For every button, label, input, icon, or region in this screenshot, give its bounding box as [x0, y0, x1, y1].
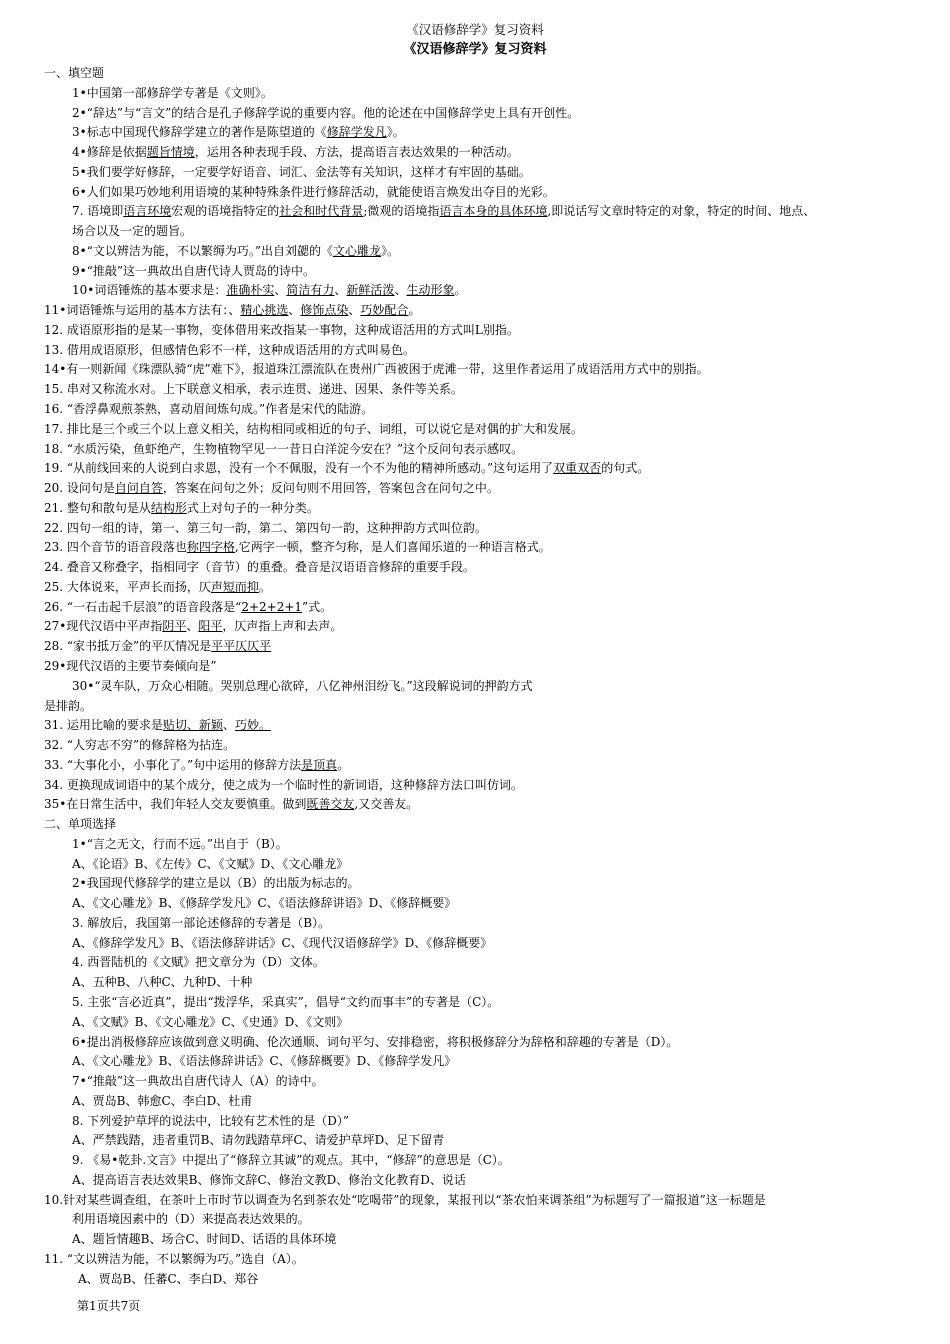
- fill-blank-line: [44, 499, 924, 519]
- header-title: 《汉语修辞学》复习资料: [406, 22, 544, 37]
- line-text: 35•在日常生活中，我们年轻人交友要慎重。做到: [44, 797, 307, 812]
- line-text: 33. “大事化小，小事化了。”句中运用的修辞方法: [44, 757, 302, 772]
- underlined-answer: 精心挑选: [240, 303, 289, 318]
- fill-blank-line: [44, 558, 924, 578]
- fill-blank-line: [44, 202, 924, 222]
- line-text: 的句式。: [601, 461, 650, 476]
- fill-blank-line: [44, 637, 924, 657]
- line-text: A、《修辞学发凡》B、《语法修辞讲话》C、《现代汉语修辞学》D、《修辞概要》: [72, 935, 493, 950]
- underlined-answer: 阳平: [198, 619, 223, 634]
- underlined-answer: 修饰点染: [300, 303, 349, 318]
- fill-blank-line: [44, 380, 924, 400]
- line-text: 1•中国第一部修辞学专著是《文则》。: [72, 85, 273, 100]
- fill-blank-line: [44, 301, 924, 321]
- underlined-answer: 是顶真: [301, 757, 338, 772]
- line-text: 。: [408, 303, 421, 318]
- line-text: 17. 排比是三个或三个以上意义相关，结构相同或相近的句子、词组，可以说它是对偶的扩大和发展。: [44, 421, 583, 436]
- line-text: 、: [288, 303, 301, 318]
- line-text: 5•我们要学好修辞，一定要学好语音、词汇、金法等有关知识，这样才有牢固的基础。: [72, 164, 531, 179]
- fill-blank-line: [44, 104, 924, 124]
- line-text: 13. 借用成语原形，但感情色彩不一样，这种成语活用的方式叫易色。: [44, 342, 415, 357]
- fill-blank-line: [44, 84, 924, 104]
- fill-blank-line: [44, 716, 924, 736]
- single-choice-line: [44, 1013, 924, 1033]
- single-choice-line: [44, 934, 924, 954]
- underlined-answer: 双重双否: [553, 461, 602, 476]
- line-text: 宏观的语境指特定的: [171, 204, 280, 219]
- single-choice-line: [44, 1230, 924, 1250]
- single-choice-line: [44, 973, 924, 993]
- single-choice-section: [44, 835, 924, 1290]
- line-text: A、贾岛B、韩愈C、李白D、杜甫: [72, 1093, 253, 1108]
- fill-blank-line: [44, 578, 924, 598]
- line-text: 、: [348, 303, 361, 318]
- line-text: 6•人们如果巧妙地利用语境的某种特殊条件进行修辞活动，就能使语言焕发出夺目的光彩。: [72, 184, 555, 199]
- line-text: 10•词语锤炼的基本要求是：: [72, 283, 227, 298]
- line-text: ”式。: [302, 599, 333, 614]
- line-text: 利用语境因素中的（D）来提高表达效果的。: [72, 1212, 310, 1227]
- line-text: 24. 叠音又称叠字，指相同字（音节）的重叠。叠音是汉语语音修辞的重要手段。: [44, 560, 475, 575]
- single-choice-line: [44, 1131, 924, 1151]
- single-choice-line: [44, 874, 924, 894]
- line-text: 29•现代汉语的主要节奏倾向是”: [44, 658, 217, 673]
- fill-blank-line: [44, 321, 924, 341]
- line-text: 2•我国现代修辞学的建立是以（B）的出版为标志的。: [72, 876, 360, 891]
- fill-blank-line: [44, 756, 924, 776]
- line-text: 23. 四个音节的语音段落也: [44, 540, 187, 555]
- underlined-answer: 修辞学发凡: [326, 125, 387, 140]
- document-body: [44, 64, 924, 1289]
- line-text: 。: [454, 283, 467, 298]
- line-text: 10.针对某些调查组，在茶叶上市时节以调查为名到茶农处“吃喝带”的现象，某报刊以“茶农怕来调茶组”为标题写了一篇报道”这一标题是: [44, 1192, 766, 1207]
- line-text: 7. 语境即: [72, 204, 124, 219]
- single-choice-line: [44, 1033, 924, 1053]
- line-text: 、: [274, 283, 287, 298]
- fill-blank-line: [44, 459, 924, 479]
- fill-blank-line: [44, 183, 924, 203]
- single-choice-line: [44, 1210, 924, 1230]
- line-text: 26. “一石击起千层浪”的语音段落是“: [44, 599, 242, 614]
- line-text: A、《文赋》B、《文心雕龙》C、《史通》D、《文则》: [72, 1014, 349, 1029]
- fill-blank-line: [44, 123, 924, 143]
- line-text: A、贾岛B、任蕃C、李白D、郑谷: [78, 1271, 259, 1286]
- fill-blank-line: [44, 440, 924, 460]
- single-choice-line: [44, 914, 924, 934]
- underlined-answer: 巧妙。: [234, 718, 271, 733]
- fill-blank-line: [44, 479, 924, 499]
- single-choice-line: [44, 835, 924, 855]
- underlined-answer: 巧妙配合: [360, 303, 409, 318]
- line-text: 9. 《易•乾卦.文言》中提出了“修辞立其诚”的观点。其中，“修辞”的意思是（C）。: [72, 1153, 510, 1168]
- line-text: 7•“推敲”这一典故出自唐代诗人（A）的诗中。: [72, 1074, 324, 1089]
- document-title: 《汉语修辞学》复习资料: [403, 42, 547, 57]
- underlined-answer: 文心雕龙: [332, 243, 381, 258]
- line-text: 8•“文以辨洁为能，不以繁缛为巧。”出自刘勰的《: [72, 243, 333, 258]
- underlined-answer: 既善交友: [306, 797, 355, 812]
- underlined-answer: 2+2+2+1: [241, 599, 303, 614]
- line-text: A、《文心雕龙》B、《语法修辞讲话》C、《修辞概要》D、《修辞学发凡》: [72, 1054, 457, 1069]
- fill-blank-line: [44, 222, 924, 242]
- single-choice-line: [44, 1151, 924, 1171]
- fill-blank-line: [44, 420, 924, 440]
- underlined-answer: 阴平: [162, 619, 187, 634]
- fill-blank-line: [44, 400, 924, 420]
- line-text: 6•提出消极修辞应该做到意义明确、伦次通顺、词句平匀、安排稳密，将积极修辞分为辞格和辞趣的专著是（D）。: [72, 1034, 679, 1049]
- line-text: 28. “家书抵万金”的平仄情况是: [44, 639, 212, 654]
- underlined-answer: 自问自答: [114, 481, 163, 496]
- fill-blank-line: [44, 617, 924, 637]
- line-text: 34. 更换现成词语中的某个成分，使之成为一个临时性的新词语，这种修辞方法口叫仿词。: [44, 777, 523, 792]
- fill-blank-line: [44, 242, 924, 262]
- line-text: ，仄声指上声和去声。: [222, 619, 343, 634]
- line-text: 》。: [381, 243, 400, 258]
- fill-blank-line: [44, 736, 924, 756]
- underlined-answer: 简洁有力: [286, 283, 335, 298]
- underlined-answer: 语言环境: [123, 204, 172, 219]
- underlined-answer: 声短而抑: [210, 579, 259, 594]
- line-text: 11. “文以辨洁为能，不以繁缛为巧。”选自（A）。: [44, 1251, 304, 1266]
- single-choice-line: [44, 1092, 924, 1112]
- fill-blank-line: [44, 697, 924, 717]
- underlined-answer: 贴切、新颖: [162, 718, 223, 733]
- line-text: 2•“辞达”与“言文”的结合是孔子修辞学说的重要内容。他的论述在中国修辞学史上具有开创性。: [72, 105, 580, 120]
- fill-blank-line: [44, 677, 924, 697]
- line-text: 、: [222, 718, 235, 733]
- line-text: ;微观的语境指: [363, 204, 440, 219]
- fill-blank-line: [44, 657, 924, 677]
- underlined-answer: 结构形: [150, 500, 187, 515]
- underlined-answer: 准确朴实: [226, 283, 275, 298]
- underlined-answer: 称四字格: [186, 540, 235, 555]
- section-heading-single-choice: 二、单项选择: [44, 817, 117, 832]
- underlined-answer: 题旨情境: [146, 145, 195, 160]
- line-text: 。: [258, 579, 271, 594]
- line-text: 32. “人穷志不穷”的修辞格为拈连。: [44, 738, 236, 753]
- line-text: 15. 串对又称流水对。上下联意义相承，表示连贯、递进、因果、条件等关系。: [44, 382, 463, 397]
- line-text: 4•修辞是依据: [72, 145, 147, 160]
- line-text: ,即说话写文章时特定的对象，特定的时间、地点、: [547, 204, 816, 219]
- line-text: 8. 下列爱护草坪的说法中，比较有艺术性的是（D）”: [72, 1113, 350, 1128]
- line-text: A、五种B、八种C、九种D、十种: [72, 975, 253, 990]
- line-text: 5. 主张“言必近真”，提出“拨浮华，采真实”，倡导“文约而事丰”的专著是（C）。: [72, 994, 500, 1009]
- line-text: 式上对句子的一种分类。: [186, 500, 319, 515]
- line-text: ，运用各种表现手段、方法，提高语言表达效果的一种活动。: [194, 145, 519, 160]
- underlined-answer: 社会和时代背景: [279, 204, 364, 219]
- line-text: 19. “从前线回来的人说到白求恩，没有一个不佩服，没有一个不为他的精神所感动。”这句运用了: [44, 461, 554, 476]
- single-choice-line: [44, 953, 924, 973]
- page-number: 第1页共7页: [77, 1299, 141, 1313]
- line-text: 9•“推敲”这一典故出自唐代诗人贾岛的诗中。: [72, 263, 315, 278]
- line-text: ，答案在问句之外；反问句则不用回答，答案包含在问句之中。: [162, 481, 499, 496]
- single-choice-line: [44, 894, 924, 914]
- fill-blank-line: [44, 360, 924, 380]
- line-text: 1•“言之无文，行而不远。”出自于（B）。: [72, 836, 288, 851]
- underlined-answer: 新鲜活泼: [346, 283, 395, 298]
- line-text: 22. 四句一组的诗，第一、第三句一韵，第二、第四句一韵，这种押韵方式叫位韵。: [44, 520, 487, 535]
- fill-blank-line: [44, 519, 924, 539]
- single-choice-line: [44, 993, 924, 1013]
- fill-blank-line: [44, 776, 924, 796]
- fill-blank-line: [44, 143, 924, 163]
- line-text: A、题旨情趣B、场合C、时间D、话语的具体环境: [72, 1232, 337, 1247]
- line-text: 11•词语锤炼与运用的基本方法有：、: [44, 303, 241, 318]
- line-text: 14•有一则新闻《珠漂队骑“虎”难下》，报道珠江漂流队在贵州广西被困于虎滩一带，这里作者运用了成语活用方式中的别指。: [44, 362, 709, 377]
- line-text: A、提高语言表达效果B、修饰文辞C、修治文教D、修治文化教育D、说话: [72, 1172, 466, 1187]
- single-choice-line: [44, 855, 924, 875]
- fill-blank-line: [44, 262, 924, 282]
- fill-blank-line: [44, 538, 924, 558]
- line-text: 。: [337, 757, 350, 772]
- single-choice-line: [44, 1191, 924, 1211]
- line-text: 3•标志中国现代修辞学建立的著作是陈望道的《: [72, 125, 327, 140]
- line-text: 16. “香浮鼻观煎茶熟，喜动眉间炼句成。”作者是宋代的陆游。: [44, 402, 374, 417]
- line-text: 、: [394, 283, 407, 298]
- fill-blank-line: [44, 163, 924, 183]
- section-heading-fill-blank: 一、填空题: [44, 66, 105, 80]
- line-text: 12. 成语原形指的是某一事物，变体借用来改指某一事物，这种成语活用的方式叫L别指。: [44, 322, 519, 337]
- line-text: A、严禁践踏，违者重罚B、请勿践踏草坪C、请爱护草坪D、足下留青: [72, 1133, 445, 1148]
- underlined-answer: 语言本身的具体环境: [439, 204, 548, 219]
- line-text: 20. 设问句是: [44, 481, 115, 496]
- fill-blank-line: [44, 598, 924, 618]
- fill-blank-line: [44, 341, 924, 361]
- line-text: 25. 大体说来，平声长而扬，仄: [44, 579, 211, 594]
- line-text: 、: [186, 619, 199, 634]
- line-text: 场合以及一定的题旨。: [72, 224, 193, 239]
- line-text: 30•“灵车队，万众心相随。哭别总理心欲碎，八亿神州泪纷飞。”这段解说词的押韵方式: [72, 678, 533, 693]
- single-choice-line: [44, 1052, 924, 1072]
- fill-blank-section: [44, 84, 924, 815]
- line-text: 31. 运用比喻的要求是: [44, 718, 163, 733]
- underlined-answer: 平平仄仄平: [211, 639, 272, 654]
- single-choice-line: [44, 1171, 924, 1191]
- line-text: 3. 解放后，我国第一部论述修辞的专著是（B）。: [72, 915, 331, 930]
- single-choice-line: [44, 1072, 924, 1092]
- single-choice-line: [44, 1250, 924, 1270]
- fill-blank-line: [44, 281, 924, 301]
- single-choice-line: [44, 1112, 924, 1132]
- line-text: A、《文心雕龙》B、《修辞学发凡》C、《语法修辞讲语》D、《修辞概要》: [72, 896, 457, 911]
- line-text: ,它两字一顿，整齐匀称，是人们喜闻乐道的一种语言格式。: [234, 540, 551, 555]
- line-text: 4. 西晋陆机的《文赋》把文章分为（D）文体。: [72, 955, 325, 970]
- line-text: ,又交善友。: [354, 797, 419, 812]
- line-text: 》。: [386, 125, 405, 140]
- underlined-answer: 生动形象: [406, 283, 455, 298]
- single-choice-line: [44, 1270, 924, 1290]
- line-text: 18. “水质污染，鱼虾绝产，生物植物罕见一一昔日白洋淀今安在？”这个反问句表示感叹。: [44, 441, 524, 456]
- fill-blank-line: [44, 795, 924, 815]
- line-text: 、: [334, 283, 347, 298]
- line-text: A、《论语》B、《左传》C、《文赋》D、《文心雕龙》: [72, 856, 349, 871]
- line-text: 27•现代汉语中平声指: [44, 619, 163, 634]
- line-text: 是排韵。: [44, 698, 93, 713]
- line-text: 21. 整句和散句是从: [44, 500, 151, 515]
